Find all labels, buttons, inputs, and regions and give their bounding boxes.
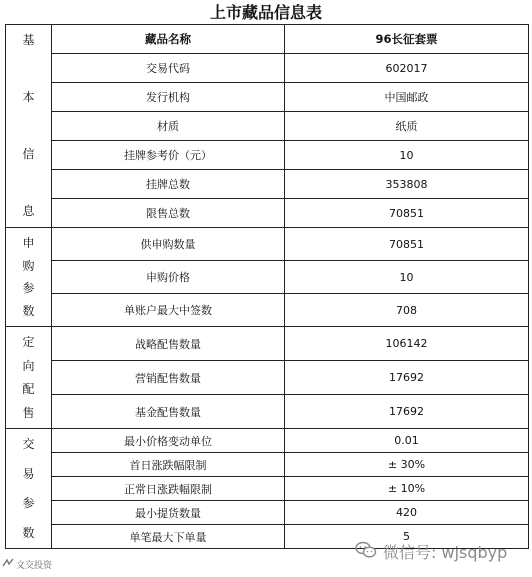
row-label: 单账户最大中签数	[52, 294, 285, 327]
table-row	[6, 25, 529, 54]
row-label: 最小价格变动单位	[52, 429, 285, 453]
row-label: 单笔最大下单量	[52, 525, 285, 549]
row-label: 首日涨跌幅限制	[52, 453, 285, 477]
group-char: 易	[22, 466, 35, 481]
row-label: 材质	[52, 112, 285, 141]
row-label: 限售总数	[52, 199, 285, 228]
row-label: 战略配售数量	[52, 327, 285, 361]
row-value: 17692	[285, 395, 529, 429]
row-value: 17692	[285, 361, 529, 395]
table-row	[6, 112, 529, 141]
group-char: 交	[22, 437, 35, 451]
row-value: 602017	[285, 54, 529, 83]
group-char: 数	[22, 525, 35, 540]
row-value: 70851	[285, 228, 529, 261]
row-value: ± 30%	[285, 453, 529, 477]
group-char: 信	[22, 147, 35, 161]
table-row	[6, 477, 529, 501]
row-value: 纸质	[285, 112, 529, 141]
row-label: 交易代码	[52, 54, 285, 83]
row-value: 10	[285, 261, 529, 294]
row-value: 10	[285, 141, 529, 170]
row-value: 353808	[285, 170, 529, 199]
table-row	[6, 54, 529, 83]
group-char: 数	[22, 303, 35, 318]
row-label: 申购价格	[52, 261, 285, 294]
group-char: 参	[22, 281, 35, 296]
row-value: 中国邮政	[285, 83, 529, 112]
header-value: 96长征套票	[285, 25, 529, 54]
watermark-right	[355, 540, 507, 563]
table-row	[6, 199, 529, 228]
group-char: 定	[22, 335, 35, 349]
row-label: 供申购数量	[52, 228, 285, 261]
table-row	[6, 453, 529, 477]
group-label-basic	[6, 25, 52, 228]
wechat-icon	[355, 541, 377, 563]
group-label-subscription	[6, 228, 52, 327]
group-label-placement	[6, 327, 52, 429]
table-row	[6, 429, 529, 453]
table-row	[6, 228, 529, 261]
table-row	[6, 294, 529, 327]
group-char: 息	[22, 204, 35, 218]
row-label: 挂牌总数	[52, 170, 285, 199]
row-value: 70851	[285, 199, 529, 228]
brand-logo-icon	[2, 558, 14, 571]
table-row	[6, 327, 529, 361]
table-row	[6, 501, 529, 525]
group-char: 配	[22, 382, 35, 397]
row-value: ± 10%	[285, 477, 529, 501]
watermark-left-text: 文交投资	[16, 561, 53, 571]
group-char: 向	[22, 358, 35, 373]
watermark-left	[2, 558, 52, 571]
row-label: 正常日涨跌幅限制	[52, 477, 285, 501]
table-row	[6, 170, 529, 199]
row-label: 挂牌参考价（元）	[52, 141, 285, 170]
row-value: 106142	[285, 327, 529, 361]
row-value: 708	[285, 294, 529, 327]
table-row	[6, 395, 529, 429]
group-char: 本	[22, 90, 35, 104]
header-label: 藏品名称	[52, 25, 285, 54]
row-label: 基金配售数量	[52, 395, 285, 429]
info-table	[5, 24, 529, 549]
group-char: 申	[22, 236, 35, 250]
group-char: 售	[22, 405, 35, 420]
group-label-trading	[6, 429, 52, 549]
row-label: 发行机构	[52, 83, 285, 112]
group-char: 购	[22, 258, 35, 273]
watermark-right-text: 微信号: wjsqbyp	[383, 543, 508, 562]
group-char: 基	[22, 33, 35, 47]
table-row	[6, 361, 529, 395]
row-label: 营销配售数量	[52, 361, 285, 395]
row-label: 最小提货数量	[52, 501, 285, 525]
row-value: 5	[285, 525, 529, 549]
table-row	[6, 141, 529, 170]
table-row	[6, 261, 529, 294]
row-value: 0.01	[285, 429, 529, 453]
group-char: 参	[22, 496, 35, 511]
page-title: 上市藏品信息表	[209, 3, 322, 22]
table-row	[6, 83, 529, 112]
row-value: 420	[285, 501, 529, 525]
